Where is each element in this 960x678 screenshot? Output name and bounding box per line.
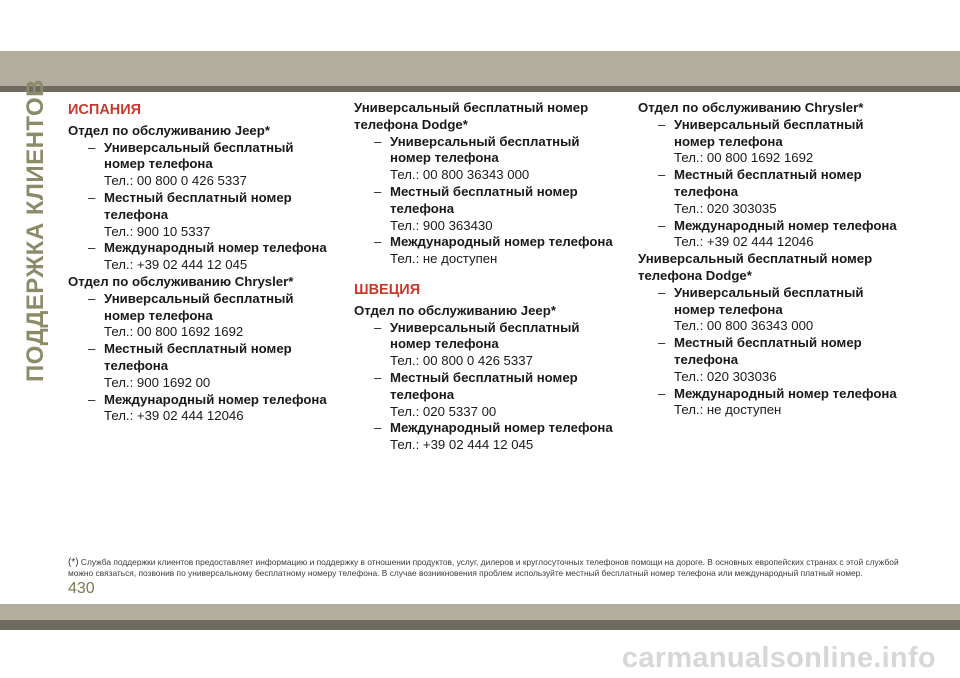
header-band [0,51,960,86]
watermark [0,638,960,678]
phone-entry-label: Универсальный бесплатный номер телефона [390,319,580,352]
phone-entry [68,392,333,426]
phone-entry [68,291,333,341]
footer-band-line [0,620,960,630]
phone-entry-label: Международный номер телефона [104,240,327,256]
phone-entry-label: Международный номер телефона [104,391,327,407]
phone-entry-label: Местный бесплатный номер телефона [674,335,862,367]
phone-entry [68,190,333,240]
department-heading: Отдел по обслуживанию Chrysler* [68,273,294,289]
phone-entry-number: Тел.: 020 303036 [674,368,777,384]
phone-entry [638,386,903,420]
phone-entry-number: Тел.: не доступен [674,402,782,418]
phone-entry [354,420,619,454]
footnote [68,557,918,579]
dash-bullet: – [374,234,382,250]
phone-entry [354,134,619,184]
phone-entry-number: Тел.: 900 10 5337 [104,223,211,239]
phone-entry-number: Тел.: 00 800 0 426 5337 [390,353,533,369]
phone-entry [354,184,619,234]
phone-entry-number: Тел.: 020 5337 00 [390,403,497,419]
column-2 [354,100,619,454]
header-band-line [0,86,960,92]
phone-entry-number: Тел.: не доступен [390,251,498,267]
dash-bullet: – [374,133,382,149]
footer-band [0,604,960,620]
phone-entry-number: Тел.: 00 800 36343 000 [390,167,530,183]
watermark-text: carmanualsonline.info [621,642,936,674]
phone-entry-label: Универсальный бесплатный номер телефона [104,290,294,323]
phone-entry-label: Универсальный бесплатный номер телефона [104,139,294,172]
phone-entry-label: Международный номер телефона [674,217,897,233]
department-heading: Универсальный бесплатный номер телефона Dodge* [354,100,589,132]
phone-entry [68,140,333,190]
dash-bullet: – [374,420,382,436]
phone-entry-number: Тел.: 00 800 1692 1692 [104,324,244,340]
dash-bullet: – [88,139,96,155]
phone-entry [68,341,333,391]
country-heading: ШВЕЦИЯ [354,281,421,298]
phone-entry-number: Тел.: +39 02 444 12046 [104,408,244,424]
phone-entry-label: Местный бесплатный номер телефона [674,167,862,199]
dash-bullet: – [88,290,96,306]
phone-entry-label: Местный бесплатный номер телефона [104,189,292,222]
phone-entry [354,234,619,268]
phone-entry-label: Международный номер телефона [674,385,897,401]
phone-entry [638,167,903,217]
dash-bullet: – [658,217,666,233]
dash-bullet: – [658,335,666,351]
department-heading: Отдел по обслуживанию Jeep* [354,302,556,318]
dash-bullet: – [658,284,666,300]
phone-entry-number: Тел.: 00 800 1692 1692 [674,150,814,166]
phone-entry-number: Тел.: 00 800 36343 000 [674,318,814,334]
phone-entry-number: Тел.: 900 363430 [390,217,493,233]
phone-entry [638,218,903,252]
footnote-marker: (*) [68,557,79,568]
column-3 [638,100,903,419]
dash-bullet: – [658,385,666,401]
phone-entry-number: Тел.: 00 800 0 426 5337 [104,173,247,189]
footnote-text: Служба поддержки клиентов предоставляет информацию и поддержку в отношении продуктов, услуг, дилеров и круглосуточных телефонов помощи на дороге. В основных европейских странах с этой службой можно связаться, позвонив по универсальному бесплатному номеру телефона. В случае возникновения проблем используйте местный бесплатный номер телефона или международный платный номер. [68,557,899,578]
dash-bullet: – [374,183,382,199]
phone-entry-number: Тел.: +39 02 444 12046 [674,234,814,250]
dash-bullet: – [374,319,382,335]
phone-entry-label: Универсальный бесплатный номер телефона [674,284,864,317]
phone-entry-label: Универсальный бесплатный номер телефона [674,116,864,149]
column-1 [68,100,333,425]
phone-entry-label: Международный номер телефона [390,234,613,250]
phone-entry-label: Международный номер телефона [390,420,613,436]
phone-entry-label: Местный бесплатный номер телефона [390,369,578,402]
department-heading: Отдел по обслуживанию Chrysler* [638,100,864,115]
dash-bullet: – [88,341,96,357]
phone-entry-label: Универсальный бесплатный номер телефона [390,133,580,166]
dash-bullet: – [658,167,666,183]
page-number: 430 [68,580,95,597]
department-heading: Универсальный бесплатный номер телефона Dodge* [638,251,873,283]
dash-bullet: – [374,369,382,385]
dash-bullet: – [88,240,96,256]
phone-entry [354,320,619,370]
phone-entry-label: Местный бесплатный номер телефона [390,183,578,216]
department-heading: Отдел по обслуживанию Jeep* [68,122,270,138]
phone-entry-label: Местный бесплатный номер телефона [104,341,292,373]
phone-entry [354,370,619,420]
phone-entry-number: Тел.: +39 02 444 12 045 [390,437,534,453]
phone-entry-number: Тел.: 900 1692 00 [104,374,211,390]
phone-entry-number: Тел.: +39 02 444 12 045 [104,257,248,273]
country-heading: ИСПАНИЯ [68,102,142,118]
phone-entry [638,117,903,167]
dash-bullet: – [88,189,96,205]
section-side-title: ПОДДЕРЖКА КЛИЕНТОВ [22,79,49,382]
phone-entry [68,240,333,274]
dash-bullet: – [658,116,666,132]
phone-entry-number: Тел.: 020 303035 [674,200,777,216]
phone-entry [638,335,903,385]
phone-entry [638,285,903,335]
dash-bullet: – [88,391,96,407]
